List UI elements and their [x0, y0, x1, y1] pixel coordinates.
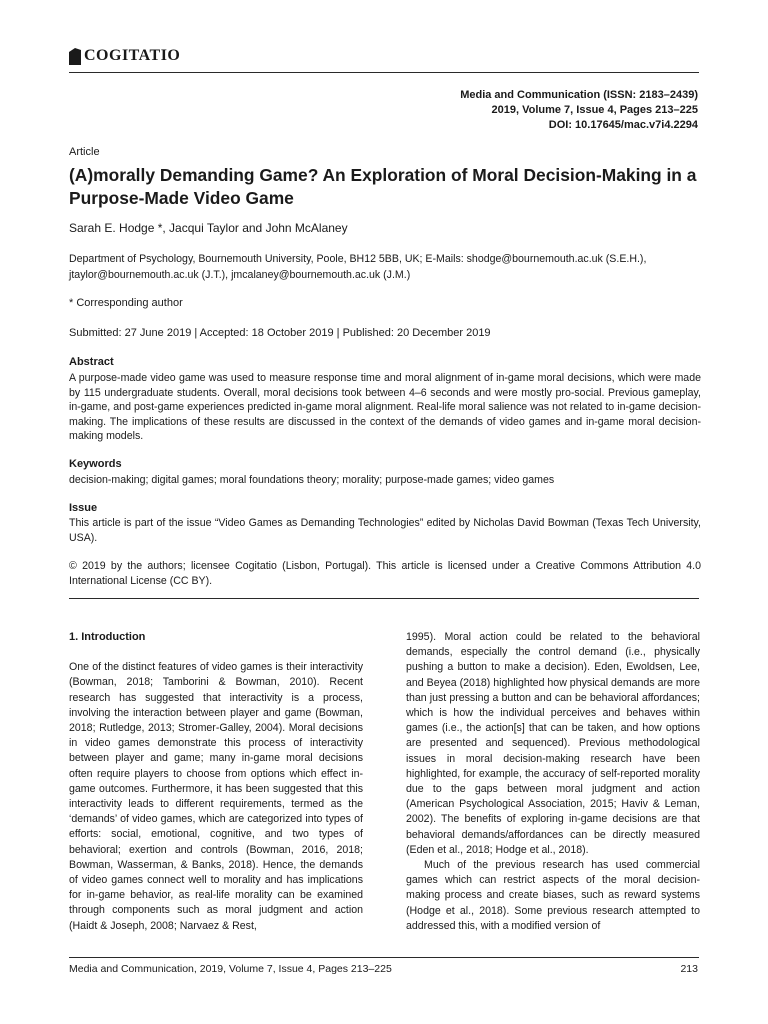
- header-divider: [69, 72, 699, 73]
- journal-doi: DOI: 10.17645/mac.v7i4.2294: [548, 119, 698, 131]
- logo-text: COGITATIO: [84, 47, 181, 64]
- paragraph: One of the distinct features of video games is their interactivity (Bowman, 2018; Tamborini & Bowman, 2010). Recent research has suggested that interactivity is a process, involving the interaction between player and game (Bowman, 2018; Rutledge, 2013; Stromer-Galley, 2004). Moral decisions in video games demonstrate this process of interactivity between player and game; many in-game moral decisions often require players to choose from options which effect in-game outcomes. Furthermore, it has been suggested that this interactivity leads to different requirements, termed as the ‘demands’ of video games, which are categorized into types of efforts: social, emotional, cognitive, and two types of behavioral; exertion and controls (Bowman, 2016, 2018; Bowman, Wasserman, & Banks, 2018). Hence, the demands of video games connect well to morality and has implications for in-game behavior, as real-life morality can be examined through components such as moral judgment and action (Haidt & Joseph, 2008; Narvaez & Rest,: [69, 661, 363, 932]
- section-heading-introduction: 1. Introduction: [69, 631, 146, 643]
- right-column: [406, 630, 700, 934]
- corresponding-author-note: * Corresponding author: [69, 297, 183, 309]
- publication-dates: Submitted: 27 June 2019 | Accepted: 18 October 2019 | Published: 20 December 2019: [69, 327, 491, 339]
- abstract-heading: Abstract: [69, 356, 114, 368]
- footer-divider: [69, 957, 699, 958]
- paragraph: Much of the previous research has used commercial games which can restrict aspects of the moral decision-making process and create biases, such as reward systems (Hodge et al., 2018). Some previous research attempted to addressed this, with a modified version of: [406, 859, 700, 932]
- journal-logo: [69, 47, 180, 65]
- author-list: Sarah E. Hodge *, Jacqui Taylor and John McAlaney: [69, 221, 348, 235]
- keywords-heading: Keywords: [69, 458, 122, 470]
- abstract-text: A purpose-made video game was used to measure response time and moral alignment of in-game moral decisions, which were made by 115 undergraduate students. Overall, moral decisions took between 4–6 seconds and were mostly pro-social. Previous gameplay, in-game, and post-game experiences predicted in-game moral alignment. Real-life moral salience was not related to in-game decision-making. The implications of these results are discussed in the context of the demands of video games and in-game moral decision-making models.: [69, 372, 701, 443]
- article-title: (A)morally Demanding Game? An Exploration of Moral Decision-Making in a Purpose-Made Video Game: [69, 165, 697, 208]
- license-text: © 2019 by the authors; licensee Cogitatio (Lisbon, Portugal). This article is licensed under a Creative Commons Attribution 4.0 International License (CC BY).: [69, 560, 701, 587]
- cogitatio-logo-icon: [69, 48, 81, 65]
- left-column: [69, 630, 363, 934]
- journal-issn: Media and Communication (ISSN: 2183–2439): [460, 89, 698, 101]
- footer-citation: Media and Communication, 2019, Volume 7, Issue 4, Pages 213–225: [69, 963, 392, 975]
- article-type-label: Article: [69, 146, 100, 158]
- journal-info: [460, 88, 698, 133]
- page-number: 213: [680, 963, 698, 975]
- journal-volume: 2019, Volume 7, Issue 4, Pages 213–225: [491, 104, 698, 116]
- issue-heading: Issue: [69, 502, 98, 514]
- keywords-text: decision-making; digital games; moral foundations theory; morality; purpose-made games; video games: [69, 474, 555, 486]
- author-affiliation: Department of Psychology, Bournemouth University, Poole, BH12 5BB, UK; E-Mails: shodge@bournemouth.ac.uk (S.E.H.), jtaylor@bournemouth.ac.uk (J.T.), jmcalaney@bournemouth.ac.uk (J.M.): [69, 253, 647, 281]
- paragraph: 1995). Moral action could be related to the behavioral demands, especially the control demand (i.e., physically pushing a button to make a decision). Eden, Ewoldsen, Lee, and Beyea (2018) highlighted how physical demands are more than just pressing a button and can be behavioral affordances; which is how the individual perceives and behaves within games (i.e., the action[s] that can be taken, and how options are presented and sequenced). Previous methodological issues in moral decision-making research have been highlighted, for example, the accuracy of self-reported morality due to the gaps between moral judgment and action (American Psychological Association, 2015; Haviv & Leman, 2002). The benefits of exploring in-game decisions are that behavioral demands/affordances can be directly measured (Eden et al., 2018; Hodge et al., 2018).: [406, 631, 700, 856]
- front-matter-divider: [69, 598, 699, 599]
- issue-text: This article is part of the issue “Video Games as Demanding Technologies” edited by Nicholas David Bowman (Texas Tech University, USA).: [69, 517, 701, 544]
